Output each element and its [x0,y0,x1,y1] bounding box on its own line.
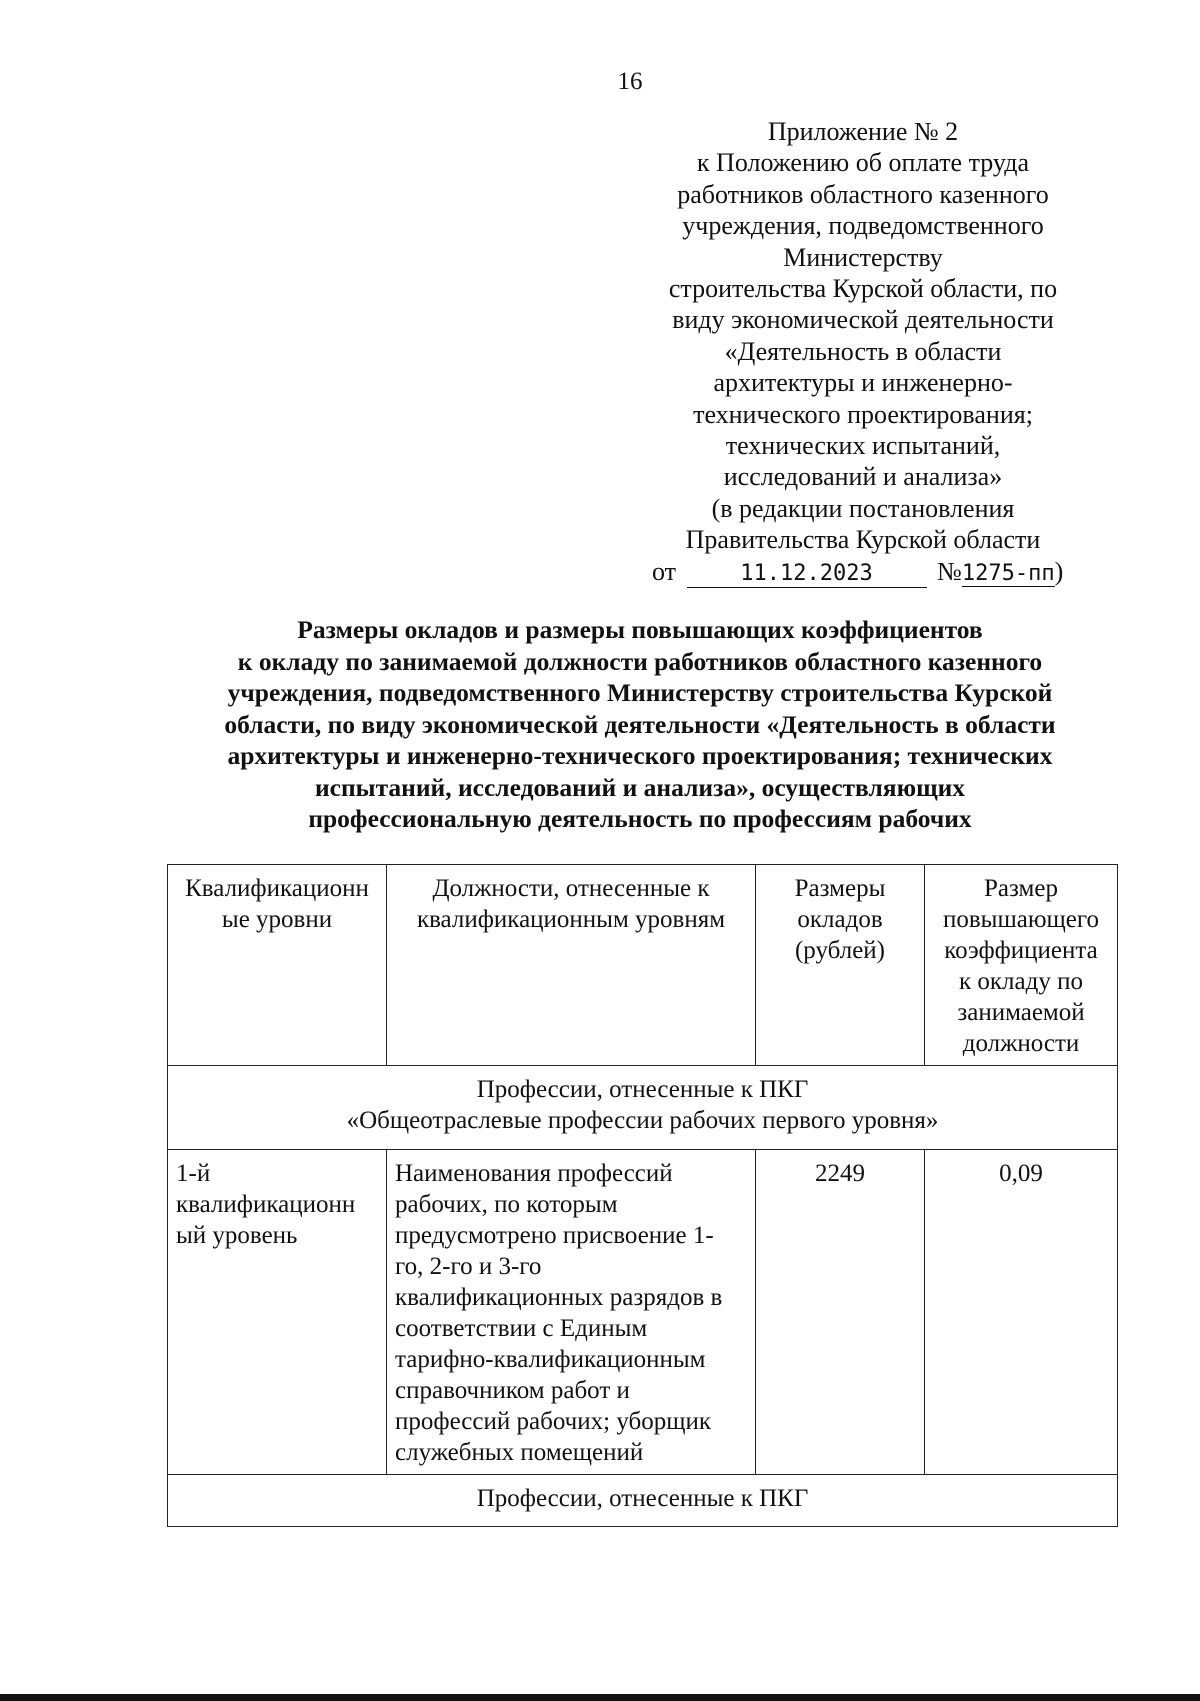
appendix-line: технических испытаний, [725,431,1001,461]
appendix-line: к Положению об оплате труда [696,148,1030,178]
resolution-date-line [628,556,1098,589]
appendix-line: технического проектирования; [693,399,1033,429]
table-group-row [168,1475,1118,1527]
header-salary: Размеры окладов (рублей) [756,865,925,1066]
appendix-line: исследований и анализа» [723,462,1003,492]
appendix-line: Приложение № 2 [767,117,959,146]
page-number: 16 [617,68,643,95]
table-group-row [168,1066,1118,1150]
salary-cell: 2249 [756,1150,925,1475]
salary-table [167,864,1118,1527]
table-header-row [168,865,1118,1066]
resolution-number: 1275-пп [961,560,1055,586]
appendix-line: (в редакции постановления [711,493,1015,523]
title-line: области, по виду экономической деятельности «Деятельность в области [224,709,1056,739]
number-prefix: № [937,556,962,586]
appendix-line: Министерству [783,242,943,272]
appendix-line: учреждения, подведомственного [682,211,1044,241]
appendix-line: «Деятельность в области [724,336,1002,366]
date-prefix: от [652,556,677,586]
header-coefficient: Размер повышающего коэффициента к окладу по занимаемой должности [925,865,1118,1066]
group-header-first-level: Профессии, отнесенные к ПКГ «Общеотраслевые профессии рабочих первого уровня» [168,1066,1118,1150]
document-title [160,614,1120,835]
header-qualification-levels: Квалификационн ые уровни [168,865,387,1066]
appendix-line: работников областного казенного [677,179,1049,209]
title-line: Размеры окладов и размеры повышающих коэффициентов [297,615,983,644]
resolution-date: 11.12.2023 [687,561,927,588]
appendix-line: архитектуры и инженерно- [713,368,1013,398]
group-header-next: Профессии, отнесенные к ПКГ [168,1475,1118,1527]
coefficient-cell: 0,09 [925,1150,1118,1475]
qualification-level-cell: 1-й квалификационн ый уровень [168,1150,387,1475]
positions-cell: Наименования профессий рабочих, по которым предусмотрено присвоение 1- го, 2-го и 3-го квалификационных разрядов в соответствии с Единым тарифно-квалификационным справочником работ и профессий рабочих; уборщик служебных помещений [387,1150,756,1475]
appendix-line: Правительства Курской области [685,525,1041,555]
table-row [168,1150,1118,1475]
title-line: испытаний, исследований и анализа», осуществляющих [314,772,966,802]
title-line: архитектуры и инженерно-технического проектирования; технических [227,741,1053,770]
appendix-note [628,116,1098,589]
title-line: к окладу по занимаемой должности работников областного казенного [237,646,1043,676]
scan-bottom-edge [0,1694,1200,1701]
title-line: учреждения, подведомственного Министерству строительства Курской [227,678,1053,707]
appendix-line: виду экономической деятельности [672,305,1054,335]
closing-paren: ) [1054,556,1064,586]
title-line: профессиональную деятельность по профессиям рабочих [308,804,972,833]
header-positions: Должности, отнесенные к квалификационным уровням [387,865,756,1066]
appendix-line: строительства Курской области, по [668,274,1058,304]
